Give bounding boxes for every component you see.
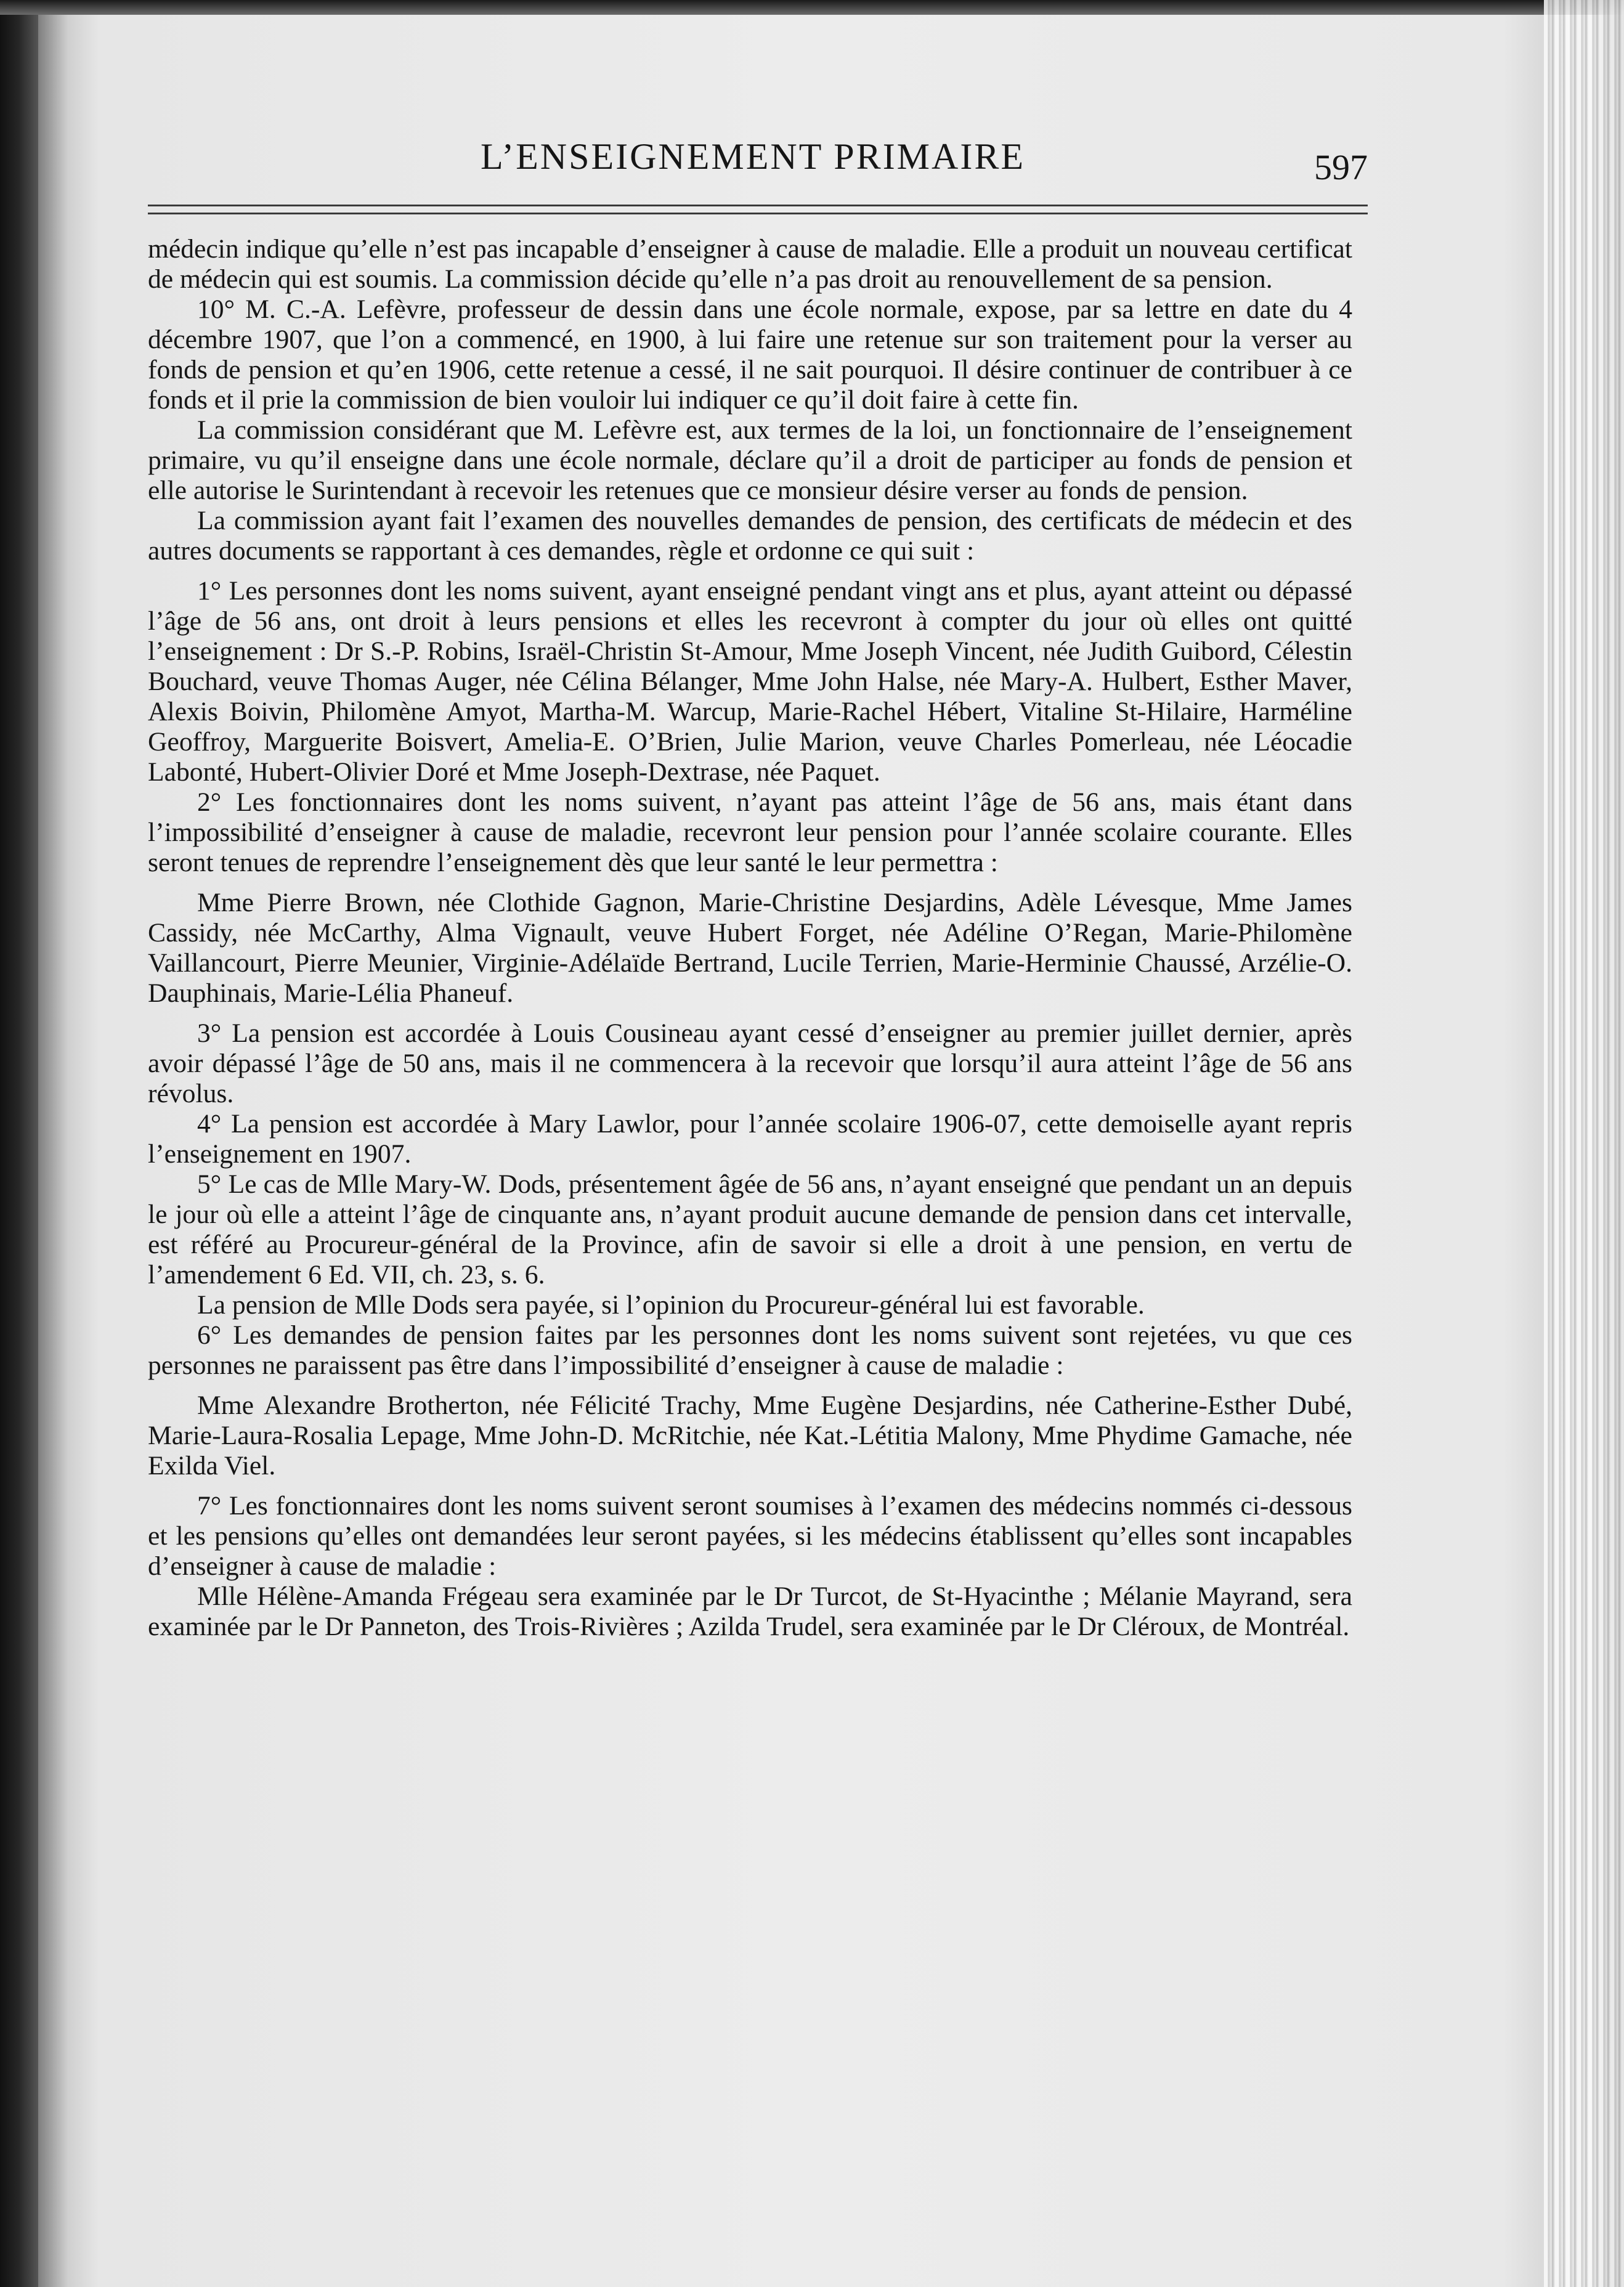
running-title: L’ENSEIGNEMENT PRIMAIRE — [481, 136, 1026, 177]
page-number: 597 — [1314, 147, 1368, 187]
book-page-edges — [1544, 0, 1624, 2287]
paragraph: 6° Les demandes de pension faites par les personnes dont les noms suivent sont rejetées, vu que ces personnes ne paraissent pas être dans l’impossibilité d’enseigner à cause de maladie : — [148, 1320, 1352, 1380]
scan-left-border — [0, 0, 38, 2287]
paragraph: 5° Le cas de Mlle Mary-W. Dods, présentement âgée de 56 ans, n’ayant enseigné que pendant un an depuis le jour où elle a atteint l’âge de cinquante ans, n’ayant produit aucune demande de pension dans cet intervalle, est référé au Procureur-général de la Province, afin de savoir si elle a droit à une pension, en vertu de l’amendement 6 Ed. VII, ch. 23, s. 6. — [148, 1169, 1352, 1290]
paragraph: La commission considérant que M. Lefèvre est, aux termes de la loi, un fonctionnaire de l’enseignement primaire, vu qu’il enseigne dans une école normale, déclare qu’il a droit de participer au fonds de pension et elle autorise le Surintendant à recevoir les retenues que ce monsieur désire verser au fonds de pension. — [148, 415, 1352, 505]
paragraph: Mme Pierre Brown, née Clothide Gagnon, Marie-Christine Desjardins, Adèle Lévesque, Mme James Cassidy, née McCarthy, Alma Vignault, veuve Hubert Forget, née Adéline O’Regan, Marie-Philomène Vaillancourt, Pierre Meunier, Virginie-Adélaïde Bertrand, Lucile Terrien, Marie-Herminie Chaussé, Arzélie-O. Dauphinais, Marie-Lélia Phaneuf. — [148, 888, 1352, 1008]
page-header — [148, 136, 1368, 197]
scan-top-border — [0, 0, 1624, 15]
paragraph: La commission ayant fait l’examen des nouvelles demandes de pension, des certificats de médecin et des autres documents se rapportant à ces demandes, règle et ordonne ce qui suit : — [148, 506, 1352, 566]
header-rule — [148, 205, 1368, 214]
paragraph: Mlle Hélène-Amanda Frégeau sera examinée par le Dr Turcot, de St-Hyacinthe ; Mélanie Mayrand, sera examinée par le Dr Panneton, des Trois-Rivières ; Azilda Trudel, sera examinée par le Dr Cléroux, de Montréal. — [148, 1582, 1352, 1641]
page-body — [148, 234, 1352, 1642]
book-page — [148, 111, 1368, 2206]
paragraph: La pension de Mlle Dods sera payée, si l’opinion du Procureur-général lui est favorable. — [197, 1290, 1145, 1320]
paragraph: 4° La pension est accordée à Mary Lawlor, pour l’année scolaire 1906-07, cette demoiselle ayant repris l’enseignement en 1907. — [148, 1109, 1352, 1169]
paragraph: 10° M. C.-A. Lefèvre, professeur de dessin dans une école normale, expose, par sa lettre en date du 4 décembre 1907, que l’on a commencé, en 1900, à lui faire une retenue sur son traitement pour la verser au fonds de pension et qu’en 1906, cette retenue a cessé, il ne sait pourquoi. Il désire continuer de contribuer à ce fonds et il prie la commission de bien vouloir lui indiquer ce qu’il doit faire à cette fin. — [148, 295, 1352, 415]
paragraph: médecin indique qu’elle n’est pas incapable d’enseigner à cause de maladie. Elle a produit un nouveau certificat de médecin qui est soumis. La commission décide qu’elle n’a pas droit au renouvellement de sa pension. — [148, 234, 1352, 294]
paragraph: 2° Les fonctionnaires dont les noms suivent, n’ayant pas atteint l’âge de 56 ans, mais étant dans l’impossibilité d’enseigner à cause de maladie, recevront leur pension pour l’année scolaire courante. Elles seront tenues de reprendre l’enseignement dès que leur santé le leur permettra : — [148, 787, 1352, 877]
paragraph: 1° Les personnes dont les noms suivent, ayant enseigné pendant vingt ans et plus, ayant atteint ou dépassé l’âge de 56 ans, ont droit à leurs pensions et elles les recevront à compter du jour où elles ont quitté l’enseignement : Dr S.-P. Robins, Israël-Christin St-Amour, Mme Joseph Vincent, née Judith Guibord, Célestin Bouchard, veuve Thomas Auger, née Célina Bélanger, Mme John Halse, née Mary-A. Hulbert, Esther Maver, Alexis Boivin, Philomène Amyot, Martha-M. Warcup, Marie-Rachel Hébert, Vitaline St-Hilaire, Harméline Geoffroy, Marguerite Boisvert, Amelia-E. O’Brien, Julie Marion, veuve Charles Pomerleau, née Léocadie Labonté, Hubert-Olivier Doré et Mme Joseph-Dextrase, née Paquet. — [148, 576, 1352, 787]
paragraph: 3° La pension est accordée à Louis Cousineau ayant cessé d’enseigner au premier juillet dernier, après avoir dépassé l’âge de 50 ans, mais il ne commencera à la recevoir que lorsqu’il aura atteint l’âge de 56 ans révolus. — [148, 1018, 1352, 1108]
paragraph: Mme Alexandre Brotherton, née Félicité Trachy, Mme Eugène Desjardins, née Catherine-Esther Dubé, Marie-Laura-Rosalia Lepage, Mme John-D. McRitchie, née Kat.-Létitia Malony, Mme Phydime Gamache, née Exilda Viel. — [148, 1391, 1352, 1481]
paragraph: 7° Les fonctionnaires dont les noms suivent seront soumises à l’examen des médecins nommés ci-dessous et les pensions qu’elles ont demandées leur seront payées, si les médecins établissent qu’elles sont incapables d’enseigner à cause de maladie : — [148, 1491, 1352, 1581]
